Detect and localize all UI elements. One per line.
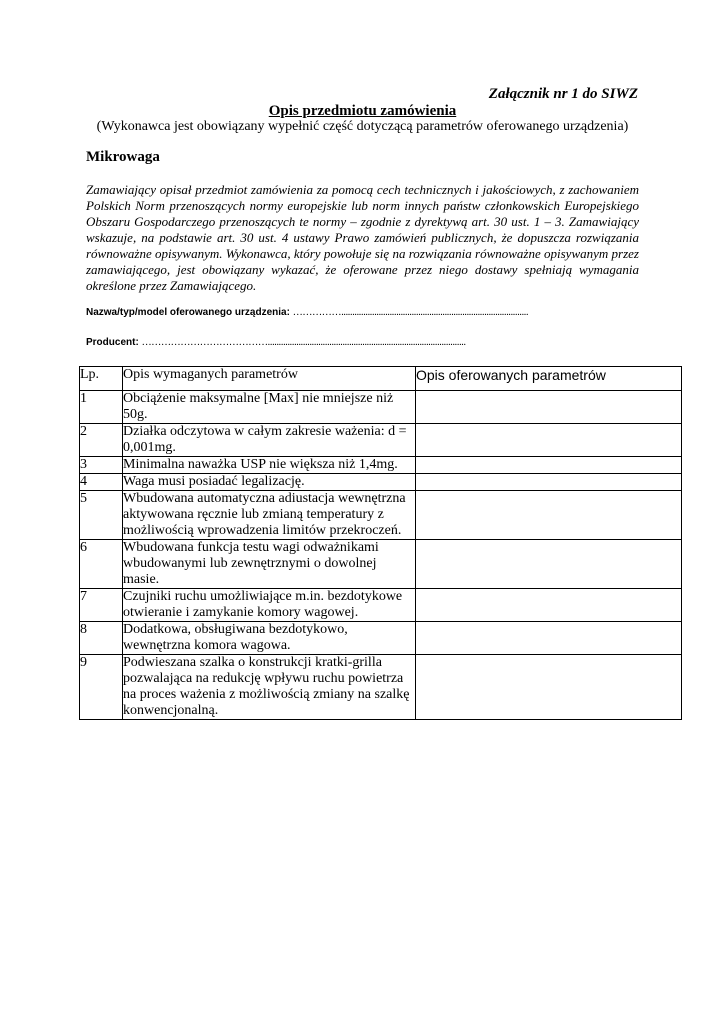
offered-param-cell[interactable] bbox=[416, 474, 682, 491]
row-number: 5 bbox=[80, 491, 123, 540]
section-title: Mikrowaga bbox=[86, 149, 160, 165]
table-row bbox=[80, 424, 682, 457]
row-number: 6 bbox=[80, 540, 123, 589]
required-param: Minimalna naważka USP nie większa niż 1,4mg. bbox=[123, 457, 416, 474]
producer-field-label: Producent: bbox=[86, 337, 139, 348]
producer-field bbox=[86, 337, 466, 348]
intro-paragraph: Zamawiający opisał przedmiot zamówienia za pomocą cech technicznych i jakościowych, z zachowaniem Polskich Norm przenoszących normy europejskie lub norm innych państw członkowskich Europejskiego Obszaru Gospodarczego przenoszących te normy – zgodnie z dyrektywą art. 30 ust. 1 – 3. Zamawiający wskazuje, na podstawie art. 30 ust. 4 ustawy Prawo zamówień publicznych, że dopuszcza rozwiązania równoważne opisywanym. Wykonawca, który powołuje się na rozwiązania równoważne opisywanym przez zamawiającego, jest obowiązany wykazać, że oferowane przez niego dostawy spełniają wymagania określone przez Zamawiającego. bbox=[86, 182, 639, 293]
header-required-params: Opis wymaganych parametrów bbox=[123, 367, 416, 391]
required-param: Wbudowana funkcja testu wagi odważnikami wbudowanymi lub zewnętrznymi o dowolnej masie. bbox=[123, 540, 416, 589]
required-param: Dodatkowa, obsługiwana bezdotykowo, wewnętrzna komora wagowa. bbox=[123, 622, 416, 655]
required-param: Czujniki ruchu umożliwiające m.in. bezdotykowe otwieranie i zamykanie komory wagowej. bbox=[123, 589, 416, 622]
table-row bbox=[80, 622, 682, 655]
header-offered-params: Opis oferowanych parametrów bbox=[416, 367, 682, 391]
offered-param-cell[interactable] bbox=[416, 391, 682, 424]
parameters-table bbox=[79, 366, 682, 720]
row-number: 8 bbox=[80, 622, 123, 655]
header-lp: Lp. bbox=[80, 367, 123, 391]
required-param: Obciążenie maksymalne [Max] nie mniejsze niż 50g. bbox=[123, 391, 416, 424]
table-row bbox=[80, 457, 682, 474]
required-param: Działka odczytowa w całym zakresie ważenia: d = 0,001mg. bbox=[123, 424, 416, 457]
required-param: Podwieszana szalka o konstrukcji kratki-grilla pozwalająca na redukcję wpływu ruchu powietrza na proces ważenia z możliwością zmiany na szalkę konwencjonalną. bbox=[123, 655, 416, 720]
document-title: Opis przedmiotu zamówienia bbox=[268, 103, 457, 119]
model-field-label: Nazwa/typ/model oferowanego urządzenia: bbox=[86, 307, 290, 318]
table-row bbox=[80, 655, 682, 720]
offered-param-cell[interactable] bbox=[416, 540, 682, 589]
table-header-row bbox=[80, 367, 682, 391]
annex-label: Załącznik nr 1 do SIWZ bbox=[488, 86, 638, 102]
table-row bbox=[80, 491, 682, 540]
producer-field-blank[interactable]: ………………………………….......................................................................................... bbox=[141, 337, 466, 348]
row-number: 3 bbox=[80, 457, 123, 474]
offered-param-cell[interactable] bbox=[416, 424, 682, 457]
table-row bbox=[80, 589, 682, 622]
table-row bbox=[80, 391, 682, 424]
offered-param-cell[interactable] bbox=[416, 655, 682, 720]
required-param: Waga musi posiadać legalizację. bbox=[123, 474, 416, 491]
document-subtitle: (Wykonawca jest obowiązany wypełnić część dotyczącą parametrów oferowanego urządzenia) bbox=[96, 119, 629, 134]
row-number: 9 bbox=[80, 655, 123, 720]
required-param: Wbudowana automatyczna adiustacja wewnętrzna aktywowana ręcznie lub zmianą temperatury z możliwością wprowadzenia limitów przekroczeń. bbox=[123, 491, 416, 540]
row-number: 1 bbox=[80, 391, 123, 424]
row-number: 7 bbox=[80, 589, 123, 622]
offered-param-cell[interactable] bbox=[416, 491, 682, 540]
offered-param-cell[interactable] bbox=[416, 622, 682, 655]
offered-param-cell[interactable] bbox=[416, 457, 682, 474]
row-number: 2 bbox=[80, 424, 123, 457]
table-row bbox=[80, 474, 682, 491]
model-field bbox=[86, 307, 528, 318]
model-field-blank[interactable]: ……………..................................................................................... bbox=[292, 307, 529, 318]
row-number: 4 bbox=[80, 474, 123, 491]
table-row bbox=[80, 540, 682, 589]
offered-param-cell[interactable] bbox=[416, 589, 682, 622]
